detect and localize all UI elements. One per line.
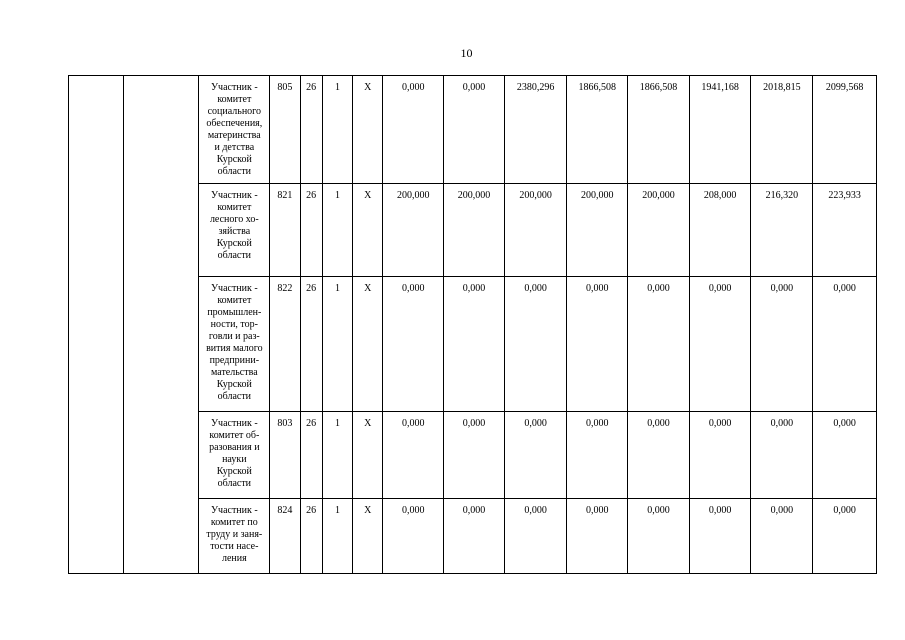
empty-cell-col1: [69, 76, 124, 574]
value-cell: 2380,296: [504, 76, 567, 184]
target-code-mark: X: [353, 184, 383, 277]
value-cell: 0,000: [504, 277, 567, 412]
value-cell: 0,000: [567, 412, 628, 499]
name-line: обеспечения,: [206, 118, 263, 129]
section-code: 26: [300, 76, 322, 184]
participant-name: [199, 184, 270, 277]
name-line: Курской: [216, 466, 252, 477]
value-cell: 0,000: [813, 499, 877, 574]
participant-name: [199, 412, 270, 499]
name-line: науки: [222, 454, 247, 465]
name-line: комитет по: [210, 517, 258, 528]
name-line: вития малого: [206, 343, 263, 354]
value-cell: 0,000: [813, 412, 877, 499]
subsection-code: 1: [322, 184, 352, 277]
subsection-code: 1: [322, 277, 352, 412]
name-line: области: [217, 250, 252, 261]
target-code-mark: X: [353, 412, 383, 499]
empty-cell-col2: [123, 76, 199, 574]
value-cell: 0,000: [444, 277, 505, 412]
participant-name: [199, 499, 270, 574]
value-cell: 0,000: [383, 499, 444, 574]
value-cell: 223,933: [813, 184, 877, 277]
name-line: Участник -: [210, 82, 258, 93]
subsection-code: 1: [322, 499, 352, 574]
name-line: предприни-: [209, 355, 260, 366]
value-cell: 0,000: [444, 412, 505, 499]
value-cell: 0,000: [383, 76, 444, 184]
name-line: комитет: [217, 94, 252, 105]
value-cell: 200,000: [383, 184, 444, 277]
participant-name: [199, 76, 270, 184]
name-line: и детства: [214, 142, 255, 153]
subsection-code: 1: [322, 412, 352, 499]
name-line: Курской: [216, 379, 252, 390]
name-line: Участник -: [210, 505, 258, 516]
name-line: области: [217, 166, 252, 177]
value-cell: 200,000: [444, 184, 505, 277]
grbs-code: 824: [270, 499, 300, 574]
name-line: Курской: [216, 238, 252, 249]
value-cell: 0,000: [383, 412, 444, 499]
value-cell: 1866,508: [567, 76, 628, 184]
value-cell: 0,000: [567, 499, 628, 574]
value-cell: 0,000: [504, 499, 567, 574]
value-cell: 0,000: [628, 277, 690, 412]
value-cell: 208,000: [689, 184, 751, 277]
budget-table: [68, 75, 877, 574]
page-number: 10: [460, 46, 473, 60]
table-row: [69, 76, 877, 184]
name-line: говли и раз-: [208, 331, 260, 342]
name-line: области: [217, 391, 252, 402]
name-line: Участник -: [210, 190, 258, 201]
section-code: 26: [300, 277, 322, 412]
name-line: социального: [207, 106, 262, 117]
value-cell: 200,000: [628, 184, 690, 277]
name-line: Курской: [216, 154, 252, 165]
value-cell: 200,000: [567, 184, 628, 277]
value-cell: 0,000: [689, 412, 751, 499]
value-cell: 0,000: [751, 412, 813, 499]
value-cell: 0,000: [444, 76, 505, 184]
value-cell: 200,000: [504, 184, 567, 277]
value-cell: 0,000: [444, 499, 505, 574]
section-code: 26: [300, 499, 322, 574]
participant-name: [199, 277, 270, 412]
name-line: области: [217, 478, 252, 489]
target-code-mark: X: [353, 499, 383, 574]
value-cell: 2099,568: [813, 76, 877, 184]
name-line: мательства: [211, 367, 258, 378]
value-cell: 0,000: [689, 277, 751, 412]
name-line: промышлен-: [207, 307, 262, 318]
value-cell: 0,000: [751, 277, 813, 412]
name-line: ления: [221, 553, 247, 564]
value-cell: 216,320: [751, 184, 813, 277]
name-line: комитет: [217, 295, 252, 306]
name-line: разования и: [209, 442, 260, 453]
value-cell: 0,000: [504, 412, 567, 499]
name-line: комитет: [217, 202, 252, 213]
grbs-code: 805: [270, 76, 300, 184]
section-code: 26: [300, 184, 322, 277]
value-cell: 1866,508: [628, 76, 690, 184]
name-line: Участник -: [210, 418, 258, 429]
name-line: материнства: [207, 130, 261, 141]
value-cell: 2018,815: [751, 76, 813, 184]
value-cell: 1941,168: [689, 76, 751, 184]
grbs-code: 821: [270, 184, 300, 277]
name-line: Участник -: [210, 283, 258, 294]
table-body: [69, 76, 877, 574]
value-cell: 0,000: [628, 412, 690, 499]
name-line: комитет об-: [209, 430, 260, 441]
name-line: тости насе-: [210, 541, 259, 552]
value-cell: 0,000: [751, 499, 813, 574]
name-line: ности, тор-: [210, 319, 258, 330]
name-line: зяйства: [218, 226, 251, 237]
grbs-code: 822: [270, 277, 300, 412]
target-code-mark: X: [353, 76, 383, 184]
value-cell: 0,000: [383, 277, 444, 412]
target-code-mark: X: [353, 277, 383, 412]
value-cell: 0,000: [813, 277, 877, 412]
value-cell: 0,000: [628, 499, 690, 574]
name-line: труду и заня-: [206, 529, 263, 540]
section-code: 26: [300, 412, 322, 499]
value-cell: 0,000: [689, 499, 751, 574]
value-cell: 0,000: [567, 277, 628, 412]
name-line: лесного хо-: [209, 214, 259, 225]
subsection-code: 1: [322, 76, 352, 184]
grbs-code: 803: [270, 412, 300, 499]
